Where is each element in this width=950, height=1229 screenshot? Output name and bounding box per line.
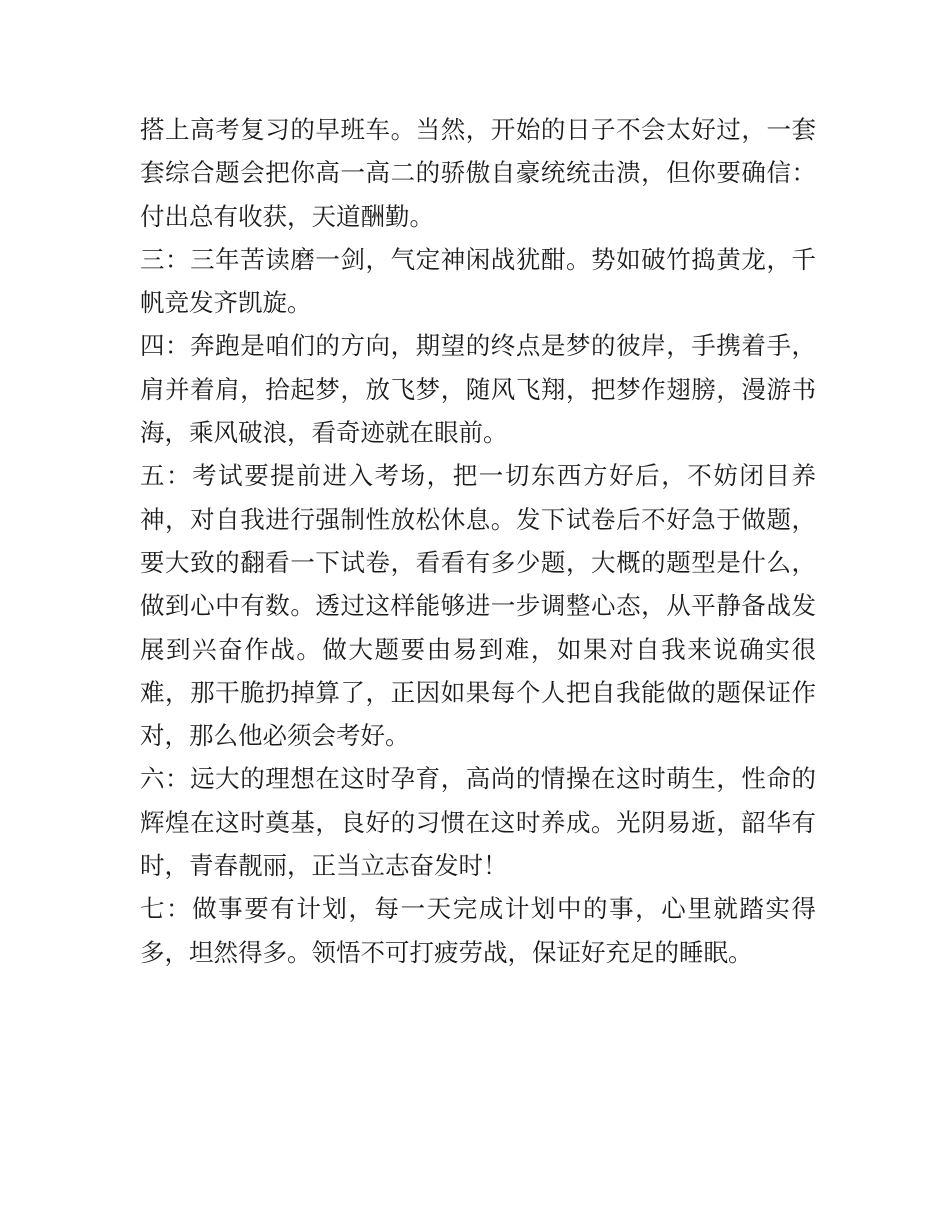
paragraph-item-6: 六：远大的理想在这时孕育，高尚的情操在这时萌生，性命的辉煌在这时奠基，良好的习惯在这时养成。光阴易逝，韶华有时，青春靓丽，正当立志奋发时！ [140,764,816,881]
paragraph-item-5: 五：考试要提前进入考场，把一切东西方好后，不妨闭目养神，对自我进行强制性放松休息。发下试卷后不好急于做题，要大致的翻看一下试卷，看看有多少题，大概的题型是什么，做到心中有数。透过这样能够进一步调整心态，从平静备战发展到兴奋作战。做大题要由易到难，如果对自我来说确实很难，那干脆扔掉算了，正因如果每个人把自我能做的题保证作对，那么他必须会考好。 [140,461,816,751]
document-body [140,108,816,974]
paragraph-item-4: 四：奔跑是咱们的方向，期望的终点是梦的彼岸，手携着手，肩并着肩，拾起梦，放飞梦，随风飞翔，把梦作翅膀，漫游书海，乘风破浪，看奇迹就在眼前。 [140,331,816,448]
paragraph-item-3: 三：三年苦读磨一剑，气定神闲战犹酣。势如破竹捣黄龙，千帆竞发齐凯旋。 [140,244,816,318]
paragraph-continuation: 搭上高考复习的早班车。当然，开始的日子不会太好过，一套套综合题会把你高一高二的骄傲自豪统统击溃，但你要确信：付出总有收获，天道酬勤。 [140,115,816,231]
paragraph-item-7: 七：做事要有计划，每一天完成计划中的事，心里就踏实得多，坦然得多。领悟不可打疲劳战，保证好充足的睡眠。 [140,894,816,967]
